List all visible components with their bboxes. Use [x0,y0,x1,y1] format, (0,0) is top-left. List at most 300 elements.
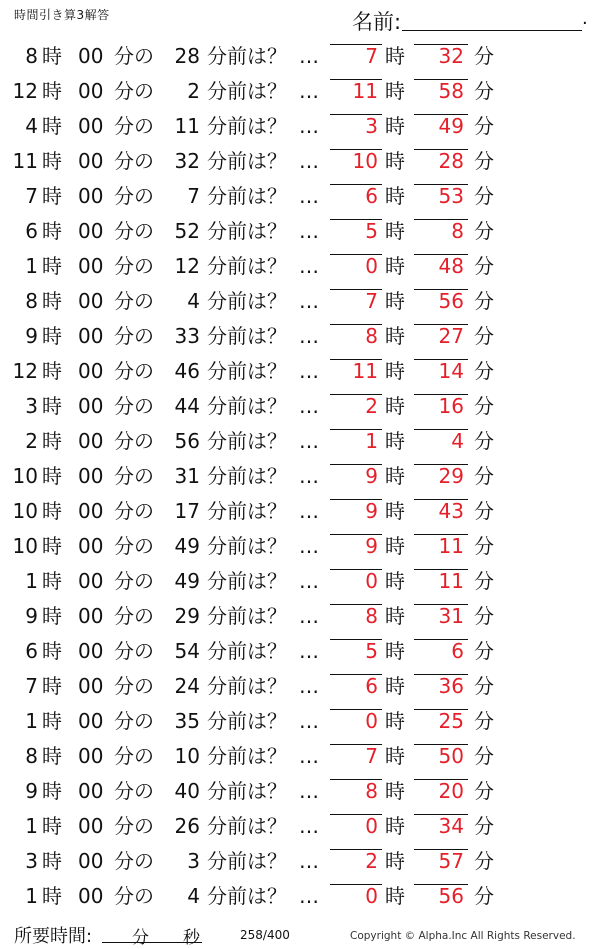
hour-unit: 時 [42,464,62,488]
hour-value: 12 [12,359,38,383]
hour-value: 8 [25,44,38,68]
zero-minutes: 00 [78,79,104,103]
hour-unit: 時 [42,184,62,208]
answer-minute-unit: 分 [474,639,494,663]
minutes-of-label: 分の [114,849,154,873]
zero-minutes: 00 [78,394,104,418]
subtract-minutes: 49 [174,569,200,593]
minutes-of-label: 分の [114,814,154,838]
answer-minutes-underline [414,464,468,465]
problem-row [0,145,600,180]
answer-minute-unit: 分 [474,394,494,418]
before-label: 分前は？ [207,394,287,418]
subtract-minutes: 33 [174,324,200,348]
ellipsis: … [299,184,319,208]
answer-hour: 11 [352,79,378,103]
answer-minutes-underline [414,674,468,675]
minutes-of-label: 分の [114,604,154,628]
hour-value: 10 [12,534,38,558]
zero-minutes: 00 [78,814,104,838]
problem-row [0,565,600,600]
before-label: 分前は？ [207,464,287,488]
minutes-of-label: 分の [114,79,154,103]
answer-minutes-underline [414,429,468,430]
answer-minutes-underline [414,44,468,45]
hour-unit: 時 [42,429,62,453]
hour-value: 1 [25,814,38,838]
answer-hour: 8 [365,779,378,803]
hour-unit: 時 [42,639,62,663]
zero-minutes: 00 [78,604,104,628]
zero-minutes: 00 [78,674,104,698]
hour-unit: 時 [42,79,62,103]
answer-hour-unit: 時 [385,359,405,383]
name-field[interactable] [352,4,592,34]
answer-minute-unit: 分 [474,744,494,768]
answer-hour-unit: 時 [385,814,405,838]
answer-hour-unit: 時 [385,289,405,313]
answer-minute-unit: 分 [474,569,494,593]
name-dot: . [582,8,588,29]
answer-minutes-underline [414,604,468,605]
answer-hour-underline [330,534,382,535]
answer-minutes-underline [414,394,468,395]
ellipsis: … [299,884,319,908]
problem-row [0,460,600,495]
name-underline [402,30,582,31]
hour-value: 3 [25,394,38,418]
answer-hour-unit: 時 [385,219,405,243]
subtract-minutes: 54 [174,639,200,663]
answer-hour-unit: 時 [385,709,405,733]
answer-hour: 9 [365,499,378,523]
answer-minute-unit: 分 [474,814,494,838]
answer-hour-underline [330,884,382,885]
minutes-of-label: 分の [114,464,154,488]
answer-hour: 0 [365,709,378,733]
answer-hour: 0 [365,884,378,908]
ellipsis: … [299,394,319,418]
zero-minutes: 00 [78,359,104,383]
answer-hour-unit: 時 [385,744,405,768]
answer-minutes: 50 [438,744,464,768]
subtract-minutes: 52 [174,219,200,243]
ellipsis: … [299,814,319,838]
answer-hour-underline [330,184,382,185]
hour-value: 8 [25,744,38,768]
zero-minutes: 00 [78,884,104,908]
problem-row [0,705,600,740]
answer-hour: 2 [365,394,378,418]
answer-minutes: 43 [438,499,464,523]
problem-row [0,180,600,215]
answer-minutes: 25 [438,709,464,733]
subtract-minutes: 17 [174,499,200,523]
answer-hour-unit: 時 [385,79,405,103]
minutes-of-label: 分の [114,219,154,243]
answer-minute-unit: 分 [474,464,494,488]
hour-value: 10 [12,464,38,488]
answer-hour: 0 [365,254,378,278]
answer-minutes-underline [414,324,468,325]
subtract-minutes: 7 [187,184,200,208]
problem-row [0,40,600,75]
answer-hour-underline [330,394,382,395]
subtract-minutes: 11 [174,114,200,138]
ellipsis: … [299,779,319,803]
answer-minutes-underline [414,289,468,290]
hour-unit: 時 [42,779,62,803]
answer-hour-underline [330,44,382,45]
answer-hour-underline [330,744,382,745]
answer-hour-unit: 時 [385,149,405,173]
before-label: 分前は？ [207,849,287,873]
minutes-of-label: 分の [114,779,154,803]
hour-unit: 時 [42,674,62,698]
minutes-of-label: 分の [114,884,154,908]
subtract-minutes: 31 [174,464,200,488]
hour-unit: 時 [42,394,62,418]
hour-value: 1 [25,709,38,733]
problem-row [0,75,600,110]
hour-unit: 時 [42,814,62,838]
answer-minutes: 31 [438,604,464,628]
ellipsis: … [299,569,319,593]
answer-minutes: 29 [438,464,464,488]
answer-minute-unit: 分 [474,184,494,208]
copyright-notice: Copyright © Alpha.Inc All Rights Reserved. [350,930,576,942]
answer-hour-unit: 時 [385,464,405,488]
footer [0,918,600,948]
answer-minutes-underline [414,254,468,255]
answer-minutes: 57 [438,849,464,873]
ellipsis: … [299,324,319,348]
answer-minute-unit: 分 [474,674,494,698]
answer-minutes: 4 [451,429,464,453]
answer-minutes-underline [414,184,468,185]
answer-hour-underline [330,79,382,80]
answer-hour: 6 [365,184,378,208]
subtract-minutes: 12 [174,254,200,278]
answer-minute-unit: 分 [474,709,494,733]
answer-hour: 5 [365,219,378,243]
answer-hour-unit: 時 [385,184,405,208]
answer-hour: 0 [365,814,378,838]
before-label: 分前は？ [207,359,287,383]
answer-hour-underline [330,709,382,710]
answer-hour-unit: 時 [385,429,405,453]
answer-hour: 9 [365,534,378,558]
required-minutes-label: 分 [132,928,149,948]
zero-minutes: 00 [78,709,104,733]
answer-minutes-underline [414,779,468,780]
answer-hour-unit: 時 [385,254,405,278]
answer-hour-unit: 時 [385,569,405,593]
answer-minute-unit: 分 [474,429,494,453]
answer-hour-unit: 時 [385,394,405,418]
zero-minutes: 00 [78,254,104,278]
hour-unit: 時 [42,359,62,383]
hour-unit: 時 [42,569,62,593]
minutes-of-label: 分の [114,149,154,173]
answer-minutes-underline [414,569,468,570]
answer-hour-unit: 時 [385,674,405,698]
answer-hour: 8 [365,324,378,348]
problem-row [0,670,600,705]
problem-row [0,355,600,390]
answer-minutes: 28 [438,149,464,173]
answer-hour: 7 [365,44,378,68]
hour-value: 4 [25,114,38,138]
hour-value: 6 [25,639,38,663]
minutes-of-label: 分の [114,184,154,208]
hour-unit: 時 [42,219,62,243]
answer-hour-underline [330,114,382,115]
subtract-minutes: 4 [187,289,200,313]
minutes-of-label: 分の [114,324,154,348]
answer-hour-underline [330,499,382,500]
answer-minutes-underline [414,534,468,535]
answer-hour: 11 [352,359,378,383]
answer-hour-underline [330,429,382,430]
zero-minutes: 00 [78,219,104,243]
answer-minutes-underline [414,709,468,710]
subtract-minutes: 10 [174,744,200,768]
before-label: 分前は？ [207,534,287,558]
subtract-minutes: 44 [174,394,200,418]
before-label: 分前は？ [207,289,287,313]
zero-minutes: 00 [78,569,104,593]
hour-unit: 時 [42,149,62,173]
answer-hour-underline [330,604,382,605]
answer-hour-unit: 時 [385,639,405,663]
hour-value: 9 [25,604,38,628]
before-label: 分前は？ [207,604,287,628]
before-label: 分前は？ [207,79,287,103]
minutes-of-label: 分の [114,744,154,768]
before-label: 分前は？ [207,219,287,243]
required-seconds-label: 秒 [183,928,200,948]
before-label: 分前は？ [207,674,287,698]
ellipsis: … [299,149,319,173]
answer-hour-unit: 時 [385,114,405,138]
ellipsis: … [299,849,319,873]
answer-hour-unit: 時 [385,849,405,873]
before-label: 分前は？ [207,779,287,803]
ellipsis: … [299,219,319,243]
answer-minute-unit: 分 [474,219,494,243]
problem-row [0,250,600,285]
ellipsis: … [299,429,319,453]
answer-minutes: 32 [438,44,464,68]
answer-minute-unit: 分 [474,149,494,173]
hour-value: 1 [25,884,38,908]
zero-minutes: 00 [78,779,104,803]
problem-row [0,775,600,810]
answer-hour-underline [330,149,382,150]
zero-minutes: 00 [78,324,104,348]
problem-list [0,40,600,915]
minutes-of-label: 分の [114,639,154,663]
ellipsis: … [299,359,319,383]
problem-row [0,215,600,250]
answer-hour-underline [330,289,382,290]
subtract-minutes: 29 [174,604,200,628]
answer-minutes: 11 [438,534,464,558]
required-time-label: 所要時間: [14,926,93,947]
answer-hour-unit: 時 [385,604,405,628]
subtract-minutes: 49 [174,534,200,558]
name-label: 名前: [352,10,402,34]
zero-minutes: 00 [78,149,104,173]
before-label: 分前は？ [207,744,287,768]
problem-row [0,880,600,915]
answer-minutes-underline [414,639,468,640]
hour-value: 6 [25,219,38,243]
minutes-of-label: 分の [114,674,154,698]
subtract-minutes: 28 [174,44,200,68]
ellipsis: … [299,709,319,733]
answer-hour: 8 [365,604,378,628]
hour-unit: 時 [42,114,62,138]
answer-hour-underline [330,814,382,815]
zero-minutes: 00 [78,44,104,68]
problem-row [0,600,600,635]
hour-value: 3 [25,849,38,873]
subtract-minutes: 35 [174,709,200,733]
ellipsis: … [299,114,319,138]
ellipsis: … [299,79,319,103]
zero-minutes: 00 [78,534,104,558]
subtract-minutes: 2 [187,79,200,103]
zero-minutes: 00 [78,429,104,453]
minutes-of-label: 分の [114,114,154,138]
answer-minutes: 11 [438,569,464,593]
problem-row [0,285,600,320]
hour-unit: 時 [42,884,62,908]
hour-value: 1 [25,569,38,593]
ellipsis: … [299,604,319,628]
answer-hour-underline [330,359,382,360]
problem-row [0,635,600,670]
subtract-minutes: 40 [174,779,200,803]
before-label: 分前は？ [207,429,287,453]
minutes-of-label: 分の [114,569,154,593]
answer-minutes-underline [414,744,468,745]
hour-unit: 時 [42,499,62,523]
zero-minutes: 00 [78,114,104,138]
answer-minutes-underline [414,219,468,220]
answer-hour-unit: 時 [385,324,405,348]
answer-hour-underline [330,464,382,465]
answer-hour-underline [330,254,382,255]
required-time-underline [102,942,202,943]
hour-unit: 時 [42,604,62,628]
minutes-of-label: 分の [114,44,154,68]
answer-hour: 2 [365,849,378,873]
minutes-of-label: 分の [114,394,154,418]
answer-minutes: 16 [438,394,464,418]
answer-minutes: 27 [438,324,464,348]
hour-value: 7 [25,184,38,208]
answer-hour: 6 [365,674,378,698]
zero-minutes: 00 [78,499,104,523]
answer-minute-unit: 分 [474,44,494,68]
before-label: 分前は？ [207,884,287,908]
answer-hour-underline [330,849,382,850]
answer-minutes: 20 [438,779,464,803]
before-label: 分前は？ [207,709,287,733]
hour-value: 2 [25,429,38,453]
hour-value: 9 [25,324,38,348]
problem-row [0,740,600,775]
answer-hour: 3 [365,114,378,138]
subtract-minutes: 26 [174,814,200,838]
answer-minutes: 56 [438,884,464,908]
answer-minutes: 6 [451,639,464,663]
hour-unit: 時 [42,744,62,768]
before-label: 分前は？ [207,149,287,173]
zero-minutes: 00 [78,464,104,488]
hour-unit: 時 [42,324,62,348]
answer-minutes-underline [414,79,468,80]
answer-minutes-underline [414,499,468,500]
zero-minutes: 00 [78,289,104,313]
hour-value: 11 [12,149,38,173]
answer-minutes: 49 [438,114,464,138]
answer-hour: 9 [365,464,378,488]
answer-minute-unit: 分 [474,114,494,138]
answer-minutes-underline [414,814,468,815]
answer-hour: 7 [365,744,378,768]
answer-hour-unit: 時 [385,779,405,803]
ellipsis: … [299,464,319,488]
answer-minutes: 8 [451,219,464,243]
answer-hour: 5 [365,639,378,663]
before-label: 分前は？ [207,184,287,208]
answer-minute-unit: 分 [474,849,494,873]
answer-minute-unit: 分 [474,779,494,803]
before-label: 分前は？ [207,639,287,663]
page-number: 258/400 [240,928,290,942]
zero-minutes: 00 [78,184,104,208]
answer-minute-unit: 分 [474,79,494,103]
answer-hour-unit: 時 [385,884,405,908]
before-label: 分前は？ [207,569,287,593]
hour-unit: 時 [42,849,62,873]
hour-value: 8 [25,289,38,313]
answer-hour: 10 [352,149,378,173]
ellipsis: … [299,254,319,278]
minutes-of-label: 分の [114,709,154,733]
subtract-minutes: 3 [187,849,200,873]
answer-minutes: 56 [438,289,464,313]
minutes-of-label: 分の [114,429,154,453]
answer-hour-underline [330,639,382,640]
ellipsis: … [299,674,319,698]
minutes-of-label: 分の [114,359,154,383]
problem-row [0,425,600,460]
subtract-minutes: 32 [174,149,200,173]
ellipsis: … [299,639,319,663]
answer-hour-underline [330,219,382,220]
before-label: 分前は？ [207,114,287,138]
answer-minute-unit: 分 [474,884,494,908]
minutes-of-label: 分の [114,289,154,313]
hour-unit: 時 [42,44,62,68]
answer-hour-underline [330,569,382,570]
answer-minutes-underline [414,114,468,115]
